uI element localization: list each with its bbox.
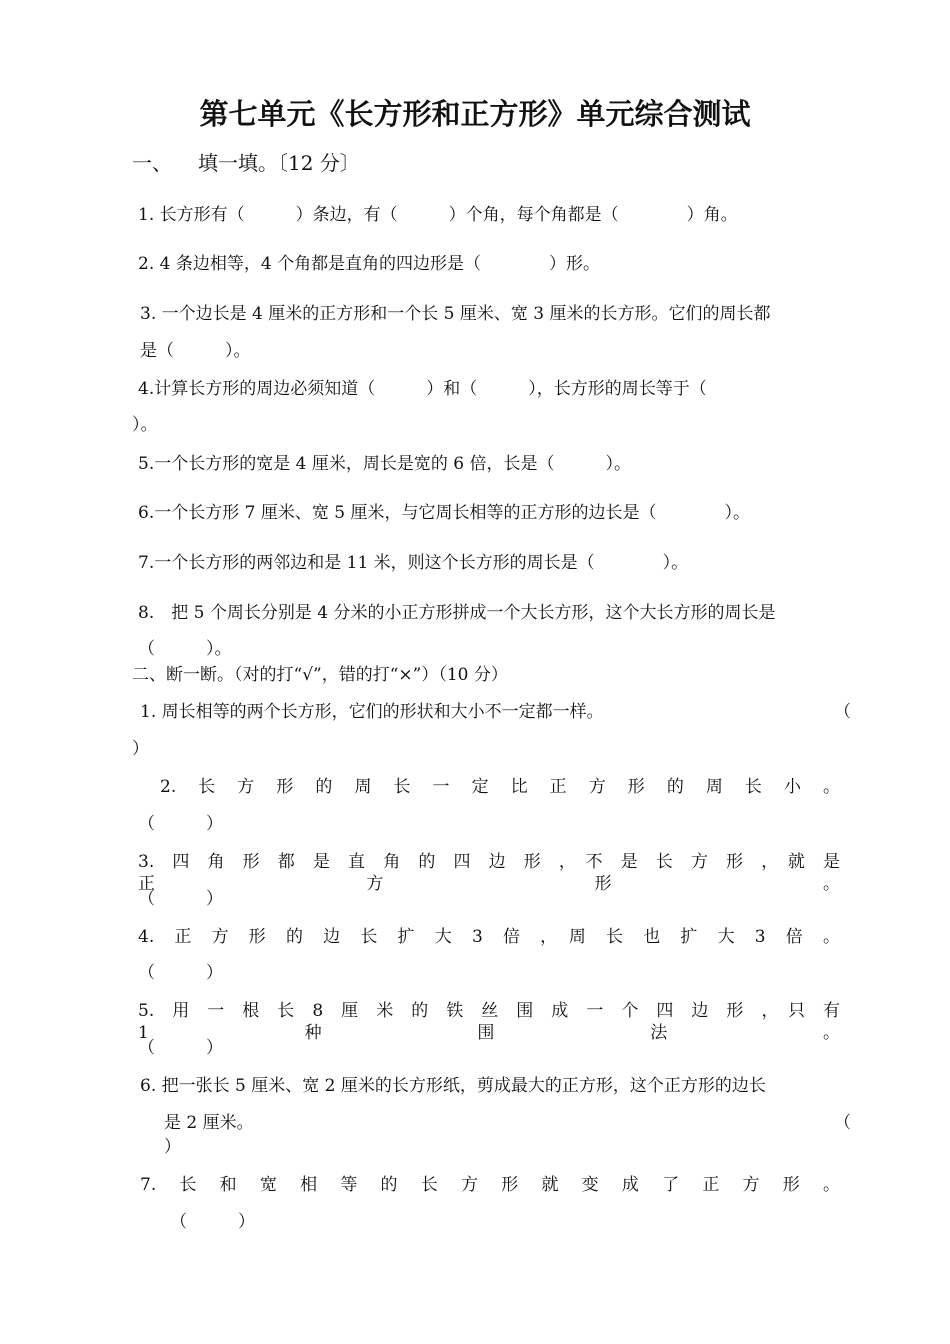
judge-item-6-bracket-close: ） [164,1137,181,1157]
fill-item-4-continued: ）。 [132,415,158,435]
section2-heading: 二、断一断。（对的打“√”，错的打“×”）（10 分） [132,665,508,685]
judge-item-4: 4. 正 方 形 的 边 长 扩 大 3 倍 ， 周 长 也 扩 大 3 倍 。 [138,927,840,947]
judge-item-5-bracket: （ ） [138,1038,223,1058]
fill-item-6: 6.一个长方形 7 厘米、宽 5 厘米，与它周长相等的正方形的边长是（ ）。 [138,503,750,523]
fill-item-5: 5.一个长方形的宽是 4 厘米，周长是宽的 6 倍，长是（ ）。 [138,454,631,474]
judge-item-6-bracket-open: （ [834,1113,851,1133]
fill-item-8-continued: （ ）。 [138,639,232,659]
judge-item-5: 5. 用 一 根 长 8 厘 米 的 铁 丝 围 成 一 个 四 边 形 ， 只 有 1 种 围 法 。 [138,1001,857,1043]
judge-item-2: 2. 长 方 形 的 周 长 一 定 比 正 方 形 的 周 长 小 。 [160,777,840,797]
fill-item-4: 4.计算长方形的周边必须知道（ ）和（ ），长方形的周长等于（ [138,379,707,399]
judge-item-7-bracket: （ ） [170,1212,255,1232]
judge-item-7: 7. 长 和 宽 相 等 的 长 方 形 就 变 成 了 正 方 形 。 [140,1175,840,1195]
page-title: 第七单元《长方形和正方形》单元综合测试 [199,97,751,131]
fill-item-2: 2. 4 条边相等，4 个角都是直角的四边形是（ ）形。 [138,254,601,274]
judge-item-1-bracket-close: ） [132,739,149,759]
fill-item-1: 1. 长方形有（ ）条边，有（ ）个角，每个角都是（ ）角。 [138,205,738,225]
judge-item-2-bracket: （ ） [138,814,223,834]
section1-number: 一、 [132,151,172,175]
judge-item-3-bracket: （ ） [138,889,223,909]
fill-item-7: 7.一个长方形的两邻边和是 11 米，则这个长方形的周长是（ ）。 [138,553,689,573]
judge-item-3: 3. 四 角 形 都 是 直 角 的 四 边 形 ， 不 是 长 方 形 ， 就 是 正 方 形 。 [138,852,857,894]
judge-item-1: 1. 周长相等的两个长方形，它们的形状和大小不一定都一样。 [140,702,604,722]
judge-item-6: 6. 把一张长 5 厘米、宽 2 厘米的长方形纸，剪成最大的正方形，这个正方形的边长 [140,1076,766,1096]
section1-heading: 填一填。〔12 分〕 [198,151,360,175]
judge-item-1-bracket-open: （ [834,702,851,722]
fill-item-3-continued: 是（ ）。 [140,341,251,361]
fill-item-3: 3. 一个边长是 4 厘米的正方形和一个长 5 厘米、宽 3 厘米的长方形。它们的周长都 [140,304,771,324]
judge-item-6-continued: 是 2 厘米。 [164,1113,254,1133]
judge-item-4-bracket: （ ） [138,963,223,983]
fill-item-8: 8. 把 5 个周长分别是 4 分米的小正方形拼成一个大长方形，这个大长方形的周长是 [138,603,776,623]
